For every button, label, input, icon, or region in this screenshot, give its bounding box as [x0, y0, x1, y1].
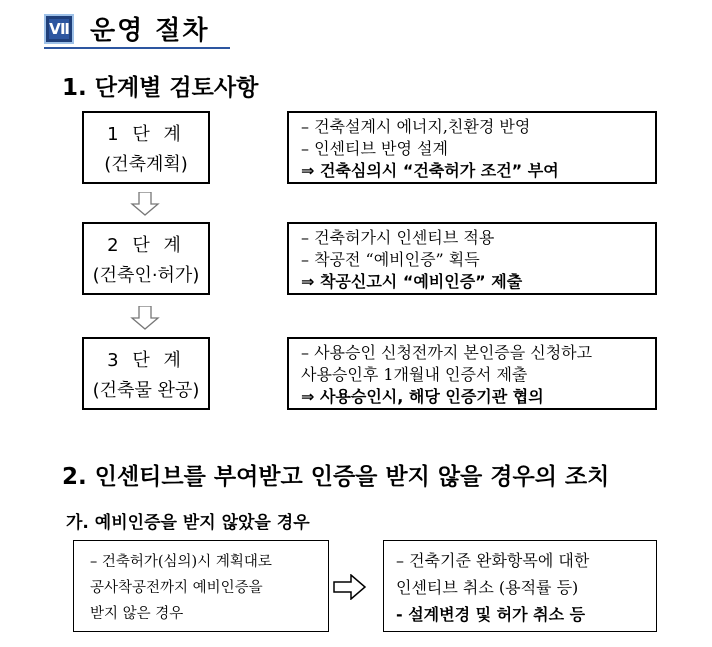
detail-result: ⇒ 사용승인시, 해당 인증기관 협의: [301, 387, 544, 406]
stage-detail-box-2: [287, 222, 657, 295]
case-box: [73, 540, 329, 632]
case-line: 받지 않은 경우: [90, 606, 184, 622]
stage-name: (건축계획): [104, 153, 188, 175]
detail-item: – 건축허가시 인센티브 적용: [301, 228, 495, 247]
action-result: - 설계변경 및 허가 취소 등: [396, 605, 586, 624]
down-arrow-icon: [130, 306, 160, 330]
detail-result: ⇒ 착공신고시 “예비인증” 제출: [301, 272, 523, 291]
case-line: 공사착공전까지 예비인증을: [90, 580, 263, 596]
section-title-underline: [44, 47, 230, 49]
detail-item: 사용승인후 1개월내 인증서 제출: [301, 365, 528, 384]
detail-item: – 인센티브 반영 설계: [301, 139, 448, 158]
subheading-measures: 2. 인센티브를 부여받고 인증을 받지 않을 경우의 조치: [62, 464, 610, 490]
stage-box-3: [82, 337, 210, 410]
stage-detail-box-3: [287, 337, 657, 410]
action-box: [383, 540, 657, 632]
right-arrow-icon: [333, 574, 367, 600]
section-title: 운영 절차: [90, 16, 210, 46]
action-line: – 건축기준 완화항목에 대한: [396, 551, 590, 570]
action-line: 인센티브 취소 (용적률 등): [396, 578, 579, 597]
stage-box-2: [82, 222, 210, 295]
section-number-badge: [44, 14, 74, 44]
stage-label: 1 단 계: [107, 123, 185, 145]
stage-name: (건축인·허가): [92, 264, 200, 286]
stage-box-1: [82, 111, 210, 184]
detail-item: – 착공전 “예비인증” 획득: [301, 250, 480, 269]
stage-label: 3 단 계: [107, 349, 185, 371]
detail-item: – 사용승인 신청전까지 본인증을 신청하고: [301, 343, 593, 362]
stage-label: 2 단 계: [107, 234, 185, 256]
subheading-no-preliminary-cert: 가. 예비인증을 받지 않았을 경우: [66, 513, 310, 533]
stage-detail-box-1: [287, 111, 657, 184]
detail-result: ⇒ 건축심의시 “건축허가 조건” 부여: [301, 161, 559, 180]
detail-item: – 건축설계시 에너지,친환경 반영: [301, 117, 531, 136]
down-arrow-icon: [130, 192, 160, 216]
section-number: Ⅶ: [49, 20, 69, 38]
subheading-step-review: 1. 단계별 검토사항: [62, 75, 259, 101]
stage-name: (건축물 완공): [92, 379, 200, 401]
case-line: – 건축허가(심의)시 계획대로: [90, 554, 272, 570]
